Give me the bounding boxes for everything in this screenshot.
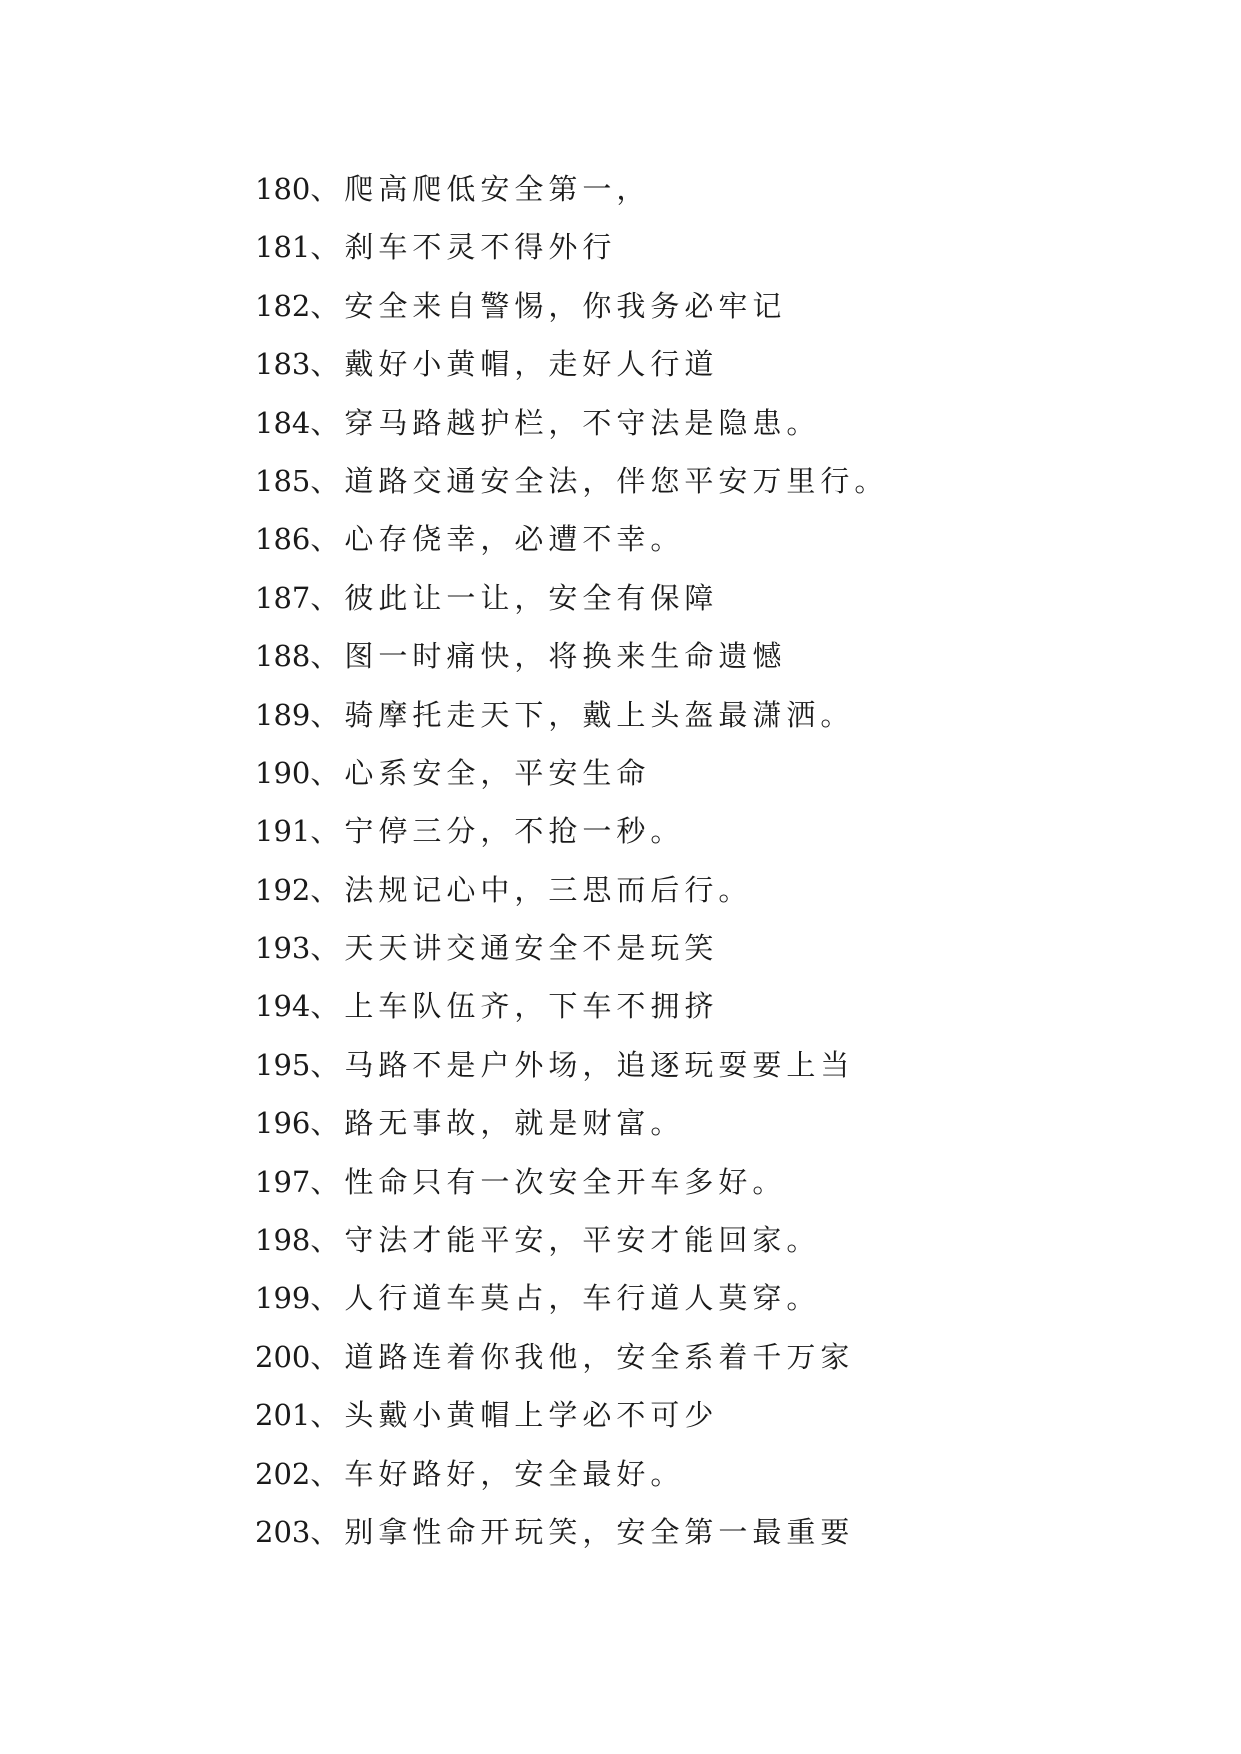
list-item bbox=[255, 1211, 888, 1269]
list-item bbox=[255, 1503, 888, 1561]
item-text: 、马路不是户外场，追逐玩耍要上当 bbox=[310, 1047, 855, 1082]
item-number: 195 bbox=[255, 1047, 311, 1082]
item-number: 183 bbox=[255, 347, 311, 382]
item-text: 、心存侥幸，必遭不幸。 bbox=[310, 522, 685, 557]
item-text: 、守法才能平安，平安才能回家。 bbox=[310, 1223, 821, 1258]
item-number: 189 bbox=[255, 697, 311, 732]
list-item bbox=[255, 277, 888, 335]
item-number: 197 bbox=[255, 1164, 311, 1199]
item-number: 181 bbox=[255, 230, 311, 265]
item-text: 、道路连着你我他，安全系着千万家 bbox=[310, 1339, 855, 1374]
item-text: 、法规记心中，三思而后行。 bbox=[310, 872, 753, 907]
list-item bbox=[255, 1094, 888, 1152]
item-text: 、头戴小黄帽上学必不可少 bbox=[310, 1398, 719, 1433]
item-text: 、骑摩托走天下，戴上头盔最潇洒。 bbox=[310, 697, 855, 732]
item-text: 、爬高爬低安全第一， bbox=[310, 172, 651, 206]
list-item bbox=[255, 1445, 888, 1503]
list-item bbox=[255, 1269, 888, 1327]
item-number: 186 bbox=[255, 522, 311, 557]
item-text: 、天天讲交通安全不是玩笑 bbox=[310, 931, 719, 966]
item-text: 、性命只有一次安全开车多好。 bbox=[310, 1164, 787, 1199]
item-number: 188 bbox=[255, 639, 311, 674]
item-number: 187 bbox=[255, 580, 311, 615]
list-item bbox=[255, 510, 888, 568]
item-number: 190 bbox=[255, 755, 311, 790]
item-text: 、安全来自警惕，你我务必牢记 bbox=[310, 288, 787, 323]
item-number: 198 bbox=[255, 1223, 311, 1258]
item-number: 203 bbox=[255, 1514, 311, 1549]
item-text: 、戴好小黄帽，走好人行道 bbox=[310, 347, 719, 382]
item-text: 、别拿性命开玩笑，安全第一最重要 bbox=[310, 1514, 855, 1549]
item-number: 196 bbox=[255, 1106, 311, 1141]
list-item bbox=[255, 802, 888, 860]
item-text: 、心系安全，平安生命 bbox=[310, 755, 651, 790]
item-text: 、彼此让一让，安全有保障 bbox=[310, 580, 719, 615]
item-number: 185 bbox=[255, 463, 311, 498]
item-text: 、宁停三分，不抢一秒。 bbox=[310, 814, 685, 849]
item-number: 182 bbox=[255, 288, 311, 323]
list-item bbox=[255, 744, 888, 802]
list-item bbox=[255, 569, 888, 627]
item-number: 180 bbox=[255, 172, 311, 206]
item-number: 192 bbox=[255, 872, 311, 907]
item-text: 、路无事故，就是财富。 bbox=[310, 1106, 685, 1141]
item-number: 202 bbox=[255, 1456, 311, 1491]
item-text: 、图一时痛快，将换来生命遗憾 bbox=[310, 639, 787, 674]
list-item bbox=[255, 861, 888, 919]
list-item bbox=[255, 218, 888, 276]
item-number: 200 bbox=[255, 1339, 311, 1374]
item-number: 199 bbox=[255, 1281, 311, 1316]
item-number: 191 bbox=[255, 814, 311, 849]
list-item bbox=[255, 686, 888, 744]
item-text: 、道路交通安全法，伴您平安万里行。 bbox=[310, 463, 889, 498]
list-item bbox=[255, 1328, 888, 1386]
list-item bbox=[255, 1036, 888, 1094]
item-number: 184 bbox=[255, 405, 311, 440]
item-text: 、车好路好，安全最好。 bbox=[310, 1456, 685, 1491]
item-text: 、刹车不灵不得外行 bbox=[310, 230, 617, 265]
item-number: 201 bbox=[255, 1398, 311, 1433]
list-item bbox=[255, 335, 888, 393]
list-item bbox=[255, 394, 888, 452]
slogan-list bbox=[255, 160, 888, 1561]
item-number: 193 bbox=[255, 931, 311, 966]
list-item bbox=[255, 627, 888, 685]
list-item bbox=[255, 919, 888, 977]
item-number: 194 bbox=[255, 989, 311, 1024]
list-item bbox=[255, 1153, 888, 1211]
list-item bbox=[255, 452, 888, 510]
list-item bbox=[255, 1386, 888, 1444]
item-text: 、穿马路越护栏，不守法是隐患。 bbox=[310, 405, 821, 440]
list-item bbox=[255, 160, 888, 218]
item-text: 、人行道车莫占，车行道人莫穿。 bbox=[310, 1281, 821, 1316]
item-text: 、上车队伍齐，下车不拥挤 bbox=[310, 989, 719, 1024]
list-item bbox=[255, 977, 888, 1035]
